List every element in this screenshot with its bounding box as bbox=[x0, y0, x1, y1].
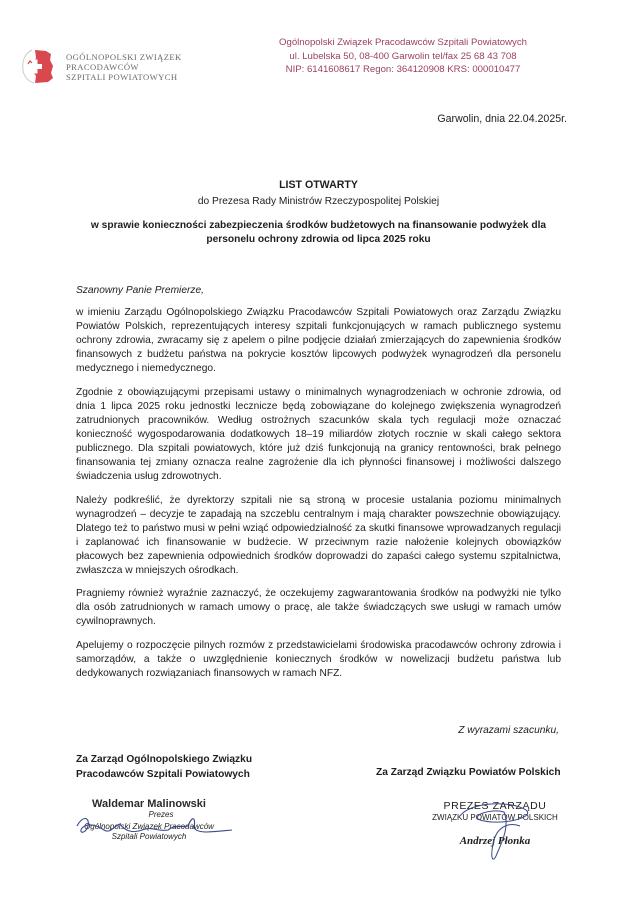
body-paragraph: Pragniemy również wyraźnie zaznaczyć, że oczekujemy zagwarantowania środków na podwyżki nie tylko dla osób zatrudnionych w ramach umowy o pracę, ale także świadczących swe usługi w ramach umów cywilnoprawnych. bbox=[76, 588, 561, 628]
org-line: Ogólnopolski Związek Pracodawców bbox=[84, 822, 214, 831]
logo-text bbox=[66, 52, 182, 82]
letterhead-org-name: Ogólnopolski Związek Pracodawców Szpitali Powiatowych bbox=[279, 37, 527, 48]
heading-line: Pracodawców Szpitali Powiatowych bbox=[76, 769, 250, 780]
stamp-title: PREZES ZARZĄDU bbox=[443, 800, 547, 812]
letter-body bbox=[76, 306, 561, 690]
letter-addressee: do Prezesa Rady Ministrów Rzeczypospolitej Polskiej bbox=[197, 196, 440, 207]
title-block bbox=[40, 178, 597, 247]
body-paragraph: Należy podkreślić, że dyrektorzy szpitali nie są stroną w procesie ustalania poziomu minimalnych wynagrodzeń – decyzje te zapadają na szczeblu centralnym i mają charakter powszechnie obowiązujący. Dlatego też to państwo musi w pełni wziąć odpowiedzialność za skutki finansowe wprowadzanych regulacji i zaplanować ich finansowanie w budżecie. W przeciwnym razie nałożenie kolejnych obowiązków płacowych bez zapewnienia odpowiednich środków doprowadzi do zapaści całego systemu szpitalnictwa, zwłaszcza w mniejszych ośrodkach. bbox=[76, 494, 561, 576]
heading-line: Za Zarząd Ogólnopolskiego Związku bbox=[76, 754, 253, 765]
body-paragraph: Apelujemy o rozpoczęcie pilnych rozmów z przedstawicielami środowiska pracodawców ochrony zdrowia i samorządów, a także o uwzględnienie koniecznych środków w nowelizacji budżetu państwa lub dedykowanych rozwiązaniach finansowych w ramach NFZ. bbox=[76, 639, 561, 679]
poland-map-cross-icon bbox=[18, 46, 58, 86]
logo-text-line: SZPITALI POWIATOWYCH bbox=[66, 72, 178, 82]
logo-text-line: OGÓLNOPOLSKI ZWIĄZEK bbox=[66, 52, 182, 62]
right-signatory-heading: Za Zarząd Związku Powiatów Polskich bbox=[376, 767, 561, 778]
letter-title: LIST OTWARTY bbox=[279, 179, 358, 191]
salutation: Szanowny Panie Premierze, bbox=[76, 285, 204, 296]
letterhead-registry: NIP: 6141608617 Regon: 364120908 KRS: 000010477 bbox=[285, 64, 521, 75]
org-line: Szpitali Powiatowych bbox=[111, 832, 187, 841]
letter-subject bbox=[40, 219, 597, 247]
body-paragraph: Zgodnie z obowiązującymi przepisami ustawy o minimalnych wynagrodzeniach w ochronie zdrowia, od dnia 1 lipca 2025 roku jednostki lecznicze będą zobowiązane do kolejnego zwiększenia wynagrodzeń zatrudnionych pracowników. Według ostrożnych szacunków skala tych regulacji może oznaczać konieczność wygospodarowania dodatkowych 18–19 miliardów złotych rocznie w skali całego sektora publicznego. Dla szpitali powiatowych, które już dziś funkcjonują na granicy rentowności, brak pełnego finansowania tej zmiany oznacza realne zagrożenie dla ich płynności finansowej i możliwości dalszego świadczenia usług zdrowotnych. bbox=[76, 386, 561, 483]
signatory-role: Prezes bbox=[148, 810, 174, 819]
subject-line: w sprawie konieczności zabezpieczenia środków budżetowych na finansowanie podwyżek dla bbox=[90, 220, 547, 231]
left-signature-stamp bbox=[74, 798, 224, 842]
organization-logo bbox=[18, 46, 58, 86]
signatory-name: Waldemar Malinowski bbox=[92, 798, 206, 810]
letterhead-address: ul. Lubelska 50, 08-400 Garwolin tel/fax 25 68 43 708 bbox=[289, 50, 517, 62]
right-signature-stamp bbox=[420, 800, 570, 847]
letter-date: Garwolin, dnia 22.04.2025r. bbox=[437, 113, 567, 125]
subject-line: personelu ochrony zdrowia od lipca 2025 roku bbox=[206, 234, 431, 245]
letterhead bbox=[262, 36, 544, 77]
left-signatory-heading bbox=[76, 752, 252, 782]
stamp-org: ZWIĄZKU POWIATÓW POLSKICH bbox=[432, 813, 558, 822]
signatory-org bbox=[74, 822, 224, 842]
body-paragraph: w imieniu Zarządu Ogólnopolskiego Związku Pracodawców Szpitali Powiatowych oraz Zarządu Związku Powiatów Polskich, reprezentujących interesy szpitali funkcjonujących w ramach publicznego systemu ochrony zdrowia, zwracamy się z apelem o pilne podjęcie działań zmierzających do zapewnienia środków finansowych z budżetu państwa na pokrycie kosztów lipcowych podwyżek wynagrodzeń dla personelu medycznego i niemedycznego. bbox=[76, 307, 561, 375]
closing: Z wyrazami szacunku, bbox=[458, 725, 559, 736]
logo-text-line: PRACODAWCÓW bbox=[66, 62, 139, 72]
signatory-name: Andrzej Płonka bbox=[459, 835, 531, 847]
